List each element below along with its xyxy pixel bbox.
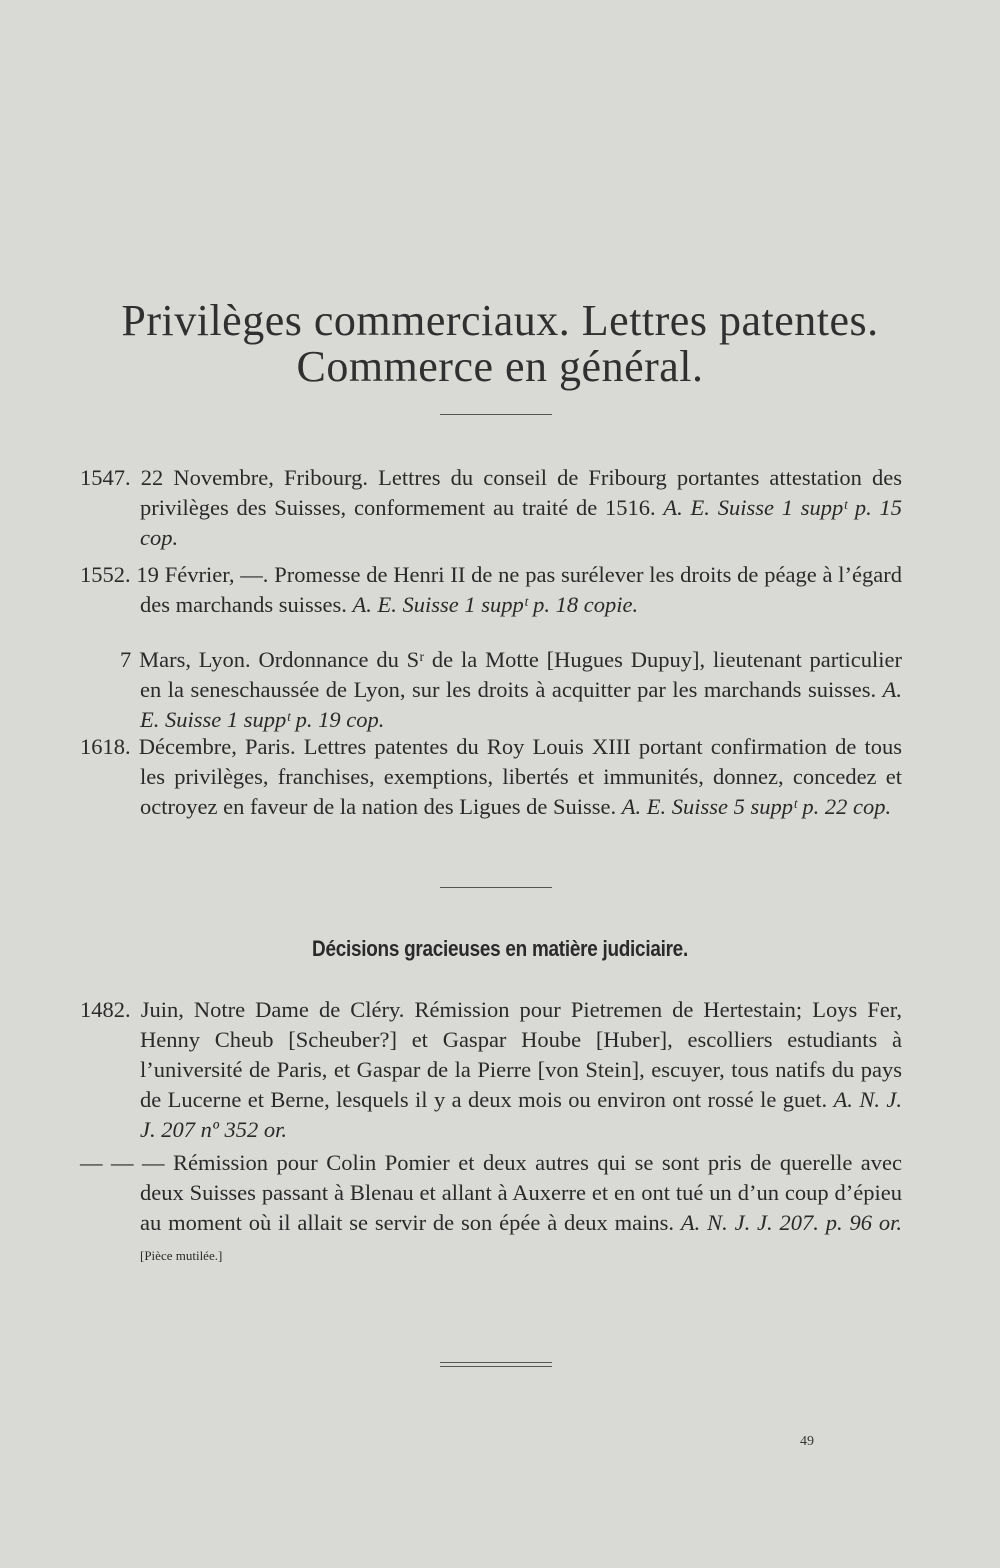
entry-text: 22 Novembre, Fribourg. Lettres du conseil de Fribourg portantes attestation des privilèges des Suisses, conformement au traité de 1516. xyxy=(130,465,902,520)
entry-text: Mars, Lyon. Ordonnance du Sʳ de la Motte [Hugues Dupuy], lieutenant particulier en la seneschaussée de Lyon, sur les droits à acquitter par les marchands suisses. xyxy=(131,647,902,702)
entry-reference: A. E. Suisse 1 suppᵗ p. 18 copie. xyxy=(352,592,639,617)
section-title: Décisions gracieuses en matière judiciaire. xyxy=(312,936,688,961)
entry-text: Juin, Notre Dame de Cléry. Rémission pour Pietremen de Hertestain; Loys Fer, Henny Cheub [Scheuber?] et Gaspar Hoube [Huber], escolliers estudiants à l’université de Paris, et Gaspar de la Pierre [von Stein], escuyer, tous natifs du pays de Lucerne et Berne, lesquels il y a deux mois ou environ ont rossé le guet. xyxy=(130,997,902,1112)
entry-1618 xyxy=(80,732,902,822)
entry-reference: A. N. J. J. 207 nº 352 or. xyxy=(140,1087,902,1142)
entry-reference: A. E. Suisse 1 suppᵗ p. 15 cop. xyxy=(140,495,902,550)
entry-reference: A. N. J. J. 207. p. 96 or. xyxy=(680,1210,902,1235)
entry-dash xyxy=(80,1148,902,1271)
entry-text: Décembre, Paris. Lettres patentes du Roy Louis XIII portant confirmation de tous les privilèges, franchises, exemptions, libertés et immunités, donnez, concedez et octroyez en faveur de la nation des Ligues de Suisse. xyxy=(130,734,902,819)
entry-date: 1482. xyxy=(80,997,131,1022)
page-title-line-2: Commerce en général. xyxy=(296,342,704,391)
entry-date: 7 xyxy=(120,647,132,672)
entry-1547 xyxy=(80,463,902,553)
divider-rule xyxy=(440,887,552,888)
end-rule-top xyxy=(440,1362,552,1363)
entry-date: 1547. xyxy=(80,465,131,490)
entry-7-mars xyxy=(80,645,902,735)
entry-1482 xyxy=(80,995,902,1145)
entry-1552 xyxy=(80,560,902,620)
entry-text: Rémission pour Colin Pomier et deux autres qui se sont pris de querelle avec deux Suisses passant à Blenau et allant à Auxerre et en ont tué un d’un coup d’épieu au moment où il allait se servir de son épée à deux mains. xyxy=(140,1150,903,1235)
entry-date: 1552. xyxy=(80,562,131,587)
entry-date: — — — xyxy=(80,1150,165,1175)
end-rule-bottom xyxy=(440,1366,552,1367)
entry-note: [Pièce mutilée.] xyxy=(140,1248,223,1263)
divider-rule xyxy=(440,414,552,415)
page-number: 49 xyxy=(800,1434,814,1449)
entry-reference: A. E. Suisse 5 suppᵗ p. 22 cop. xyxy=(621,794,892,819)
page-title-line-1: Privilèges commerciaux. Lettres patentes. xyxy=(121,296,879,345)
entry-text: 19 Février, —. Promesse de Henri II de ne pas surélever les droits de péage à l’égard des marchands suisses. xyxy=(130,562,902,617)
entry-reference: A. E. Suisse 1 suppᵗ p. 19 cop. xyxy=(140,677,902,732)
entry-date: 1618. xyxy=(80,734,131,759)
